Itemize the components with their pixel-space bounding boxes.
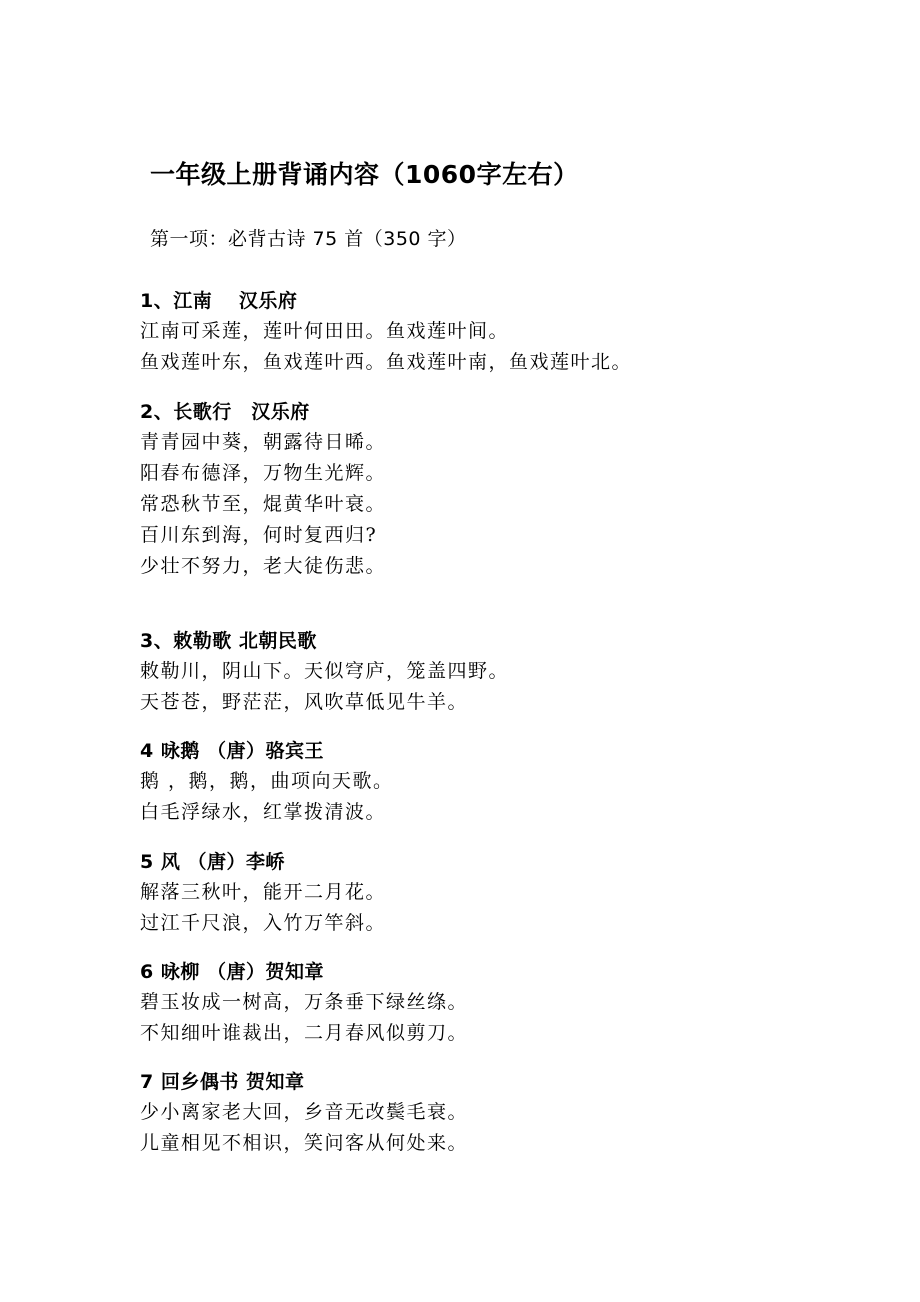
- poem-1: [140, 286, 880, 378]
- poem-5: [140, 847, 880, 939]
- poem-title: 5 风 （唐）李峤: [140, 851, 285, 873]
- poem-7: [140, 1067, 880, 1159]
- poem-line: 碧玉妆成一树高，万条垂下绿丝绦。: [140, 991, 469, 1013]
- poem-line: 过江千尺浪，入竹万竿斜。: [140, 912, 387, 934]
- page-title: 一年级上册背诵内容（1060字左右）: [150, 160, 579, 189]
- poem-2: [140, 397, 880, 582]
- poem-line: 青青园中葵，朝露待日晞。: [140, 431, 387, 453]
- poem-line: 常恐秋节至，焜黄华叶衰。: [140, 493, 387, 515]
- poem-line: 少小离家老大回，乡音无改鬓毛衰。: [140, 1101, 469, 1123]
- poem-list: [140, 286, 880, 1159]
- poem-3: [140, 626, 880, 718]
- poem-title: 6 咏柳 （唐）贺知章: [140, 961, 324, 983]
- poem-title: 7 回乡偶书 贺知章: [140, 1071, 305, 1093]
- poem-line: 解落三秋叶，能开二月花。: [140, 881, 387, 903]
- poem-line: 鱼戏莲叶东，鱼戏莲叶西。鱼戏莲叶南，鱼戏莲叶北。: [140, 351, 633, 373]
- poem-line: 白毛浮绿水，红掌拨清波。: [140, 801, 387, 823]
- poem-line: 敕勒川，阴山下。天似穹庐，笼盖四野。: [140, 660, 510, 682]
- poem-title: 4 咏鹅 （唐）骆宾王: [140, 740, 324, 762]
- poem-line: 少壮不努力，老大徒伤悲。: [140, 555, 387, 577]
- poem-4: [140, 736, 880, 828]
- poem-line: 儿童相见不相识，笑问客从何处来。: [140, 1132, 469, 1154]
- poem-title: 3、敕勒歌 北朝民歌: [140, 630, 317, 652]
- poem-title: 1、江南 汉乐府: [140, 290, 298, 312]
- poem-line: 百川东到海，何时复西归?: [140, 524, 378, 546]
- poem-line: 阳春布德泽，万物生光辉。: [140, 462, 387, 484]
- poem-line: 不知细叶谁裁出，二月春风似剪刀。: [140, 1022, 469, 1044]
- poem-6: [140, 957, 880, 1049]
- section-heading: 第一项：必背古诗 75 首（350 字）: [150, 228, 467, 250]
- poem-line: 天苍苍，野茫茫，风吹草低见牛羊。: [140, 691, 469, 713]
- poem-line: 鹅 ，鹅，鹅，曲项向天歌。: [140, 770, 394, 792]
- poem-line: 江南可采莲，莲叶何田田。鱼戏莲叶间。: [140, 320, 510, 342]
- poem-title: 2、长歌行 汉乐府: [140, 401, 310, 423]
